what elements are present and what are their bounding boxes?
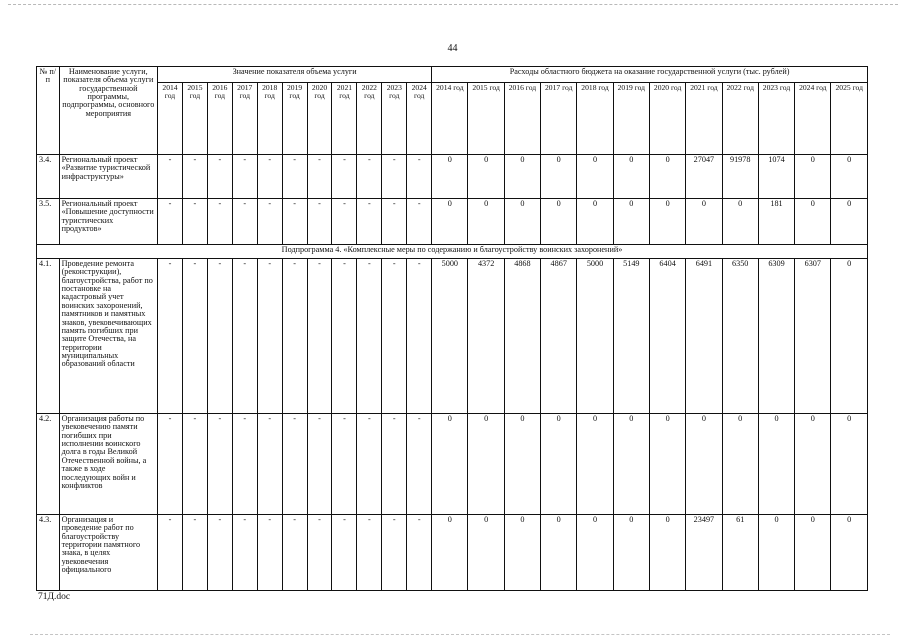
expense-value-cell: 0 xyxy=(795,414,831,515)
volume-value-cell: - xyxy=(307,414,332,515)
volume-value-cell: - xyxy=(382,155,407,199)
expense-value-cell: 0 xyxy=(577,515,613,591)
expense-value-cell: 0 xyxy=(468,199,504,245)
header-expense-year: 2016 год xyxy=(504,83,540,155)
expense-value-cell: 0 xyxy=(795,515,831,591)
expense-value-cell: 0 xyxy=(577,199,613,245)
header-row-years xyxy=(37,83,868,155)
expense-value-cell: 0 xyxy=(504,414,540,515)
expense-value-cell: 0 xyxy=(613,414,649,515)
volume-value-cell: - xyxy=(407,414,432,515)
table-row xyxy=(37,259,868,414)
header-volume-group: Значение показателя объема услуги xyxy=(158,67,432,83)
table-row xyxy=(37,414,868,515)
volume-value-cell: - xyxy=(158,259,183,414)
scan-edge-top xyxy=(8,4,898,5)
header-expense-year: 2018 год xyxy=(577,83,613,155)
volume-value-cell: - xyxy=(182,155,207,199)
expense-value-cell: 0 xyxy=(468,414,504,515)
header-volume-year: 2021 год xyxy=(332,83,357,155)
header-volume-year: 2018 год xyxy=(257,83,282,155)
expense-value-cell: 6491 xyxy=(686,259,722,414)
expense-value-cell: 0 xyxy=(649,199,685,245)
volume-value-cell: - xyxy=(182,199,207,245)
row-name: Региональный проект «Развитие туристической инфраструктуры» xyxy=(59,155,157,199)
volume-value-cell: - xyxy=(257,515,282,591)
volume-value-cell: - xyxy=(282,199,307,245)
expense-value-cell: 0 xyxy=(504,515,540,591)
expense-value-cell: 0 xyxy=(795,155,831,199)
expense-value-cell: 0 xyxy=(831,199,868,245)
expense-value-cell: 0 xyxy=(504,199,540,245)
expense-value-cell: 0 xyxy=(649,155,685,199)
row-number: 3.5. xyxy=(37,199,60,245)
row-number: 4.2. xyxy=(37,414,60,515)
header-volume-year: 2014 год xyxy=(158,83,183,155)
volume-value-cell: - xyxy=(207,259,232,414)
footer-filename: 71Д.doc xyxy=(38,592,71,602)
header-expense-year: 2015 год xyxy=(468,83,504,155)
header-expense-year: 2017 год xyxy=(541,83,577,155)
volume-value-cell: - xyxy=(407,259,432,414)
volume-value-cell: - xyxy=(382,515,407,591)
header-expense-group: Расходы областного бюджета на оказание государственной услуги (тыс. рублей) xyxy=(432,67,868,83)
expense-value-cell: 0 xyxy=(577,155,613,199)
volume-value-cell: - xyxy=(232,155,257,199)
expense-value-cell: 61 xyxy=(722,515,758,591)
expense-value-cell: 0 xyxy=(432,199,468,245)
expense-value-cell: 23497 xyxy=(686,515,722,591)
volume-value-cell: - xyxy=(382,414,407,515)
header-volume-year: 2017 год xyxy=(232,83,257,155)
services-table xyxy=(36,66,868,591)
volume-value-cell: - xyxy=(282,414,307,515)
row-name: Организация и проведение работ по благоустройству территории памятного знака, в целях увековечения официального xyxy=(59,515,157,591)
expense-value-cell: 0 xyxy=(831,414,868,515)
expense-value-cell: 0 xyxy=(649,515,685,591)
header-expense-year: 2024 год xyxy=(795,83,831,155)
volume-value-cell: - xyxy=(357,259,382,414)
volume-value-cell: - xyxy=(207,515,232,591)
volume-value-cell: - xyxy=(207,199,232,245)
volume-value-cell: - xyxy=(232,199,257,245)
volume-value-cell: - xyxy=(182,259,207,414)
volume-value-cell: - xyxy=(332,515,357,591)
volume-value-cell: - xyxy=(357,515,382,591)
expense-value-cell: 0 xyxy=(831,155,868,199)
volume-value-cell: - xyxy=(207,414,232,515)
expense-value-cell: 0 xyxy=(432,515,468,591)
volume-value-cell: - xyxy=(407,199,432,245)
expense-value-cell: 0 xyxy=(722,414,758,515)
header-volume-year: 2016 год xyxy=(207,83,232,155)
volume-value-cell: - xyxy=(182,414,207,515)
header-volume-year: 2020 год xyxy=(307,83,332,155)
expense-value-cell: 181 xyxy=(758,199,794,245)
expense-value-cell: 0 xyxy=(468,515,504,591)
volume-value-cell: - xyxy=(407,155,432,199)
volume-value-cell: - xyxy=(307,515,332,591)
expense-value-cell: 4868 xyxy=(504,259,540,414)
header-expense-year: 2014 год xyxy=(432,83,468,155)
table-row xyxy=(37,155,868,199)
volume-value-cell: - xyxy=(158,199,183,245)
volume-value-cell: - xyxy=(332,199,357,245)
expense-value-cell: 4372 xyxy=(468,259,504,414)
volume-value-cell: - xyxy=(307,199,332,245)
volume-value-cell: - xyxy=(357,155,382,199)
volume-value-cell: - xyxy=(182,515,207,591)
expense-value-cell: 5000 xyxy=(432,259,468,414)
volume-value-cell: - xyxy=(332,259,357,414)
expense-value-cell: 0 xyxy=(686,199,722,245)
header-row-groups xyxy=(37,67,868,83)
expense-value-cell: 0 xyxy=(831,259,868,414)
expense-value-cell: 5149 xyxy=(613,259,649,414)
expense-value-cell: 0 xyxy=(722,199,758,245)
row-number: 4.3. xyxy=(37,515,60,591)
expense-value-cell: 6404 xyxy=(649,259,685,414)
header-number: № п/п xyxy=(37,67,60,155)
expense-value-cell: 5000 xyxy=(577,259,613,414)
expense-value-cell: 0 xyxy=(432,414,468,515)
subprogram-header-row xyxy=(37,245,868,259)
subprogram-title: Подпрограмма 4. «Комплексные меры по содержанию и благоустройству воинских захоронений» xyxy=(37,245,868,259)
expense-value-cell: 27047 xyxy=(686,155,722,199)
expense-value-cell: 0 xyxy=(541,515,577,591)
header-volume-year: 2019 год xyxy=(282,83,307,155)
scan-edge-bottom xyxy=(30,634,890,635)
expense-value-cell: 0 xyxy=(613,199,649,245)
expense-value-cell: 4867 xyxy=(541,259,577,414)
expense-value-cell: 0 xyxy=(577,414,613,515)
expense-value-cell: 0 xyxy=(541,155,577,199)
row-name: Проведение ремонта (реконструкции), благоустройства, работ по постановке на кадастровый учет воинских захоронений, памятников и памятных знаков, увековечивающих память погибших при защите Отечества, на территории муниципальных образований области xyxy=(59,259,157,414)
expense-value-cell: 6309 xyxy=(758,259,794,414)
expense-value-cell: 6307 xyxy=(795,259,831,414)
volume-value-cell: - xyxy=(282,155,307,199)
row-name: Организация работы по увековечению памяти погибших при исполнении воинского долга в годы Великой Отечественной войны, а также в ходе последующих войн и конфликтов xyxy=(59,414,157,515)
volume-value-cell: - xyxy=(158,414,183,515)
volume-value-cell: - xyxy=(232,414,257,515)
expense-value-cell: 0 xyxy=(831,515,868,591)
row-number: 3.4. xyxy=(37,155,60,199)
volume-value-cell: - xyxy=(282,259,307,414)
volume-value-cell: - xyxy=(357,199,382,245)
header-expense-year: 2019 год xyxy=(613,83,649,155)
expense-value-cell: 0 xyxy=(758,515,794,591)
expense-value-cell: 0 xyxy=(541,199,577,245)
expense-value-cell: 0 xyxy=(613,155,649,199)
page-number: 44 xyxy=(447,43,458,54)
expense-value-cell: 0 xyxy=(795,199,831,245)
volume-value-cell: - xyxy=(257,199,282,245)
volume-value-cell: - xyxy=(332,155,357,199)
expense-value-cell: 0 xyxy=(468,155,504,199)
volume-value-cell: - xyxy=(332,414,357,515)
expense-value-cell: 6350 xyxy=(722,259,758,414)
volume-value-cell: - xyxy=(307,155,332,199)
expense-value-cell: 0 xyxy=(504,155,540,199)
table-row xyxy=(37,199,868,245)
header-name: Наименование услуги, показателя объема услуги государственной программы, подпрограммы, основного мероприятия xyxy=(59,67,157,155)
volume-value-cell: - xyxy=(307,259,332,414)
header-expense-year: 2025 год xyxy=(831,83,868,155)
header-volume-year: 2015 год xyxy=(182,83,207,155)
volume-value-cell: - xyxy=(158,515,183,591)
volume-value-cell: - xyxy=(407,515,432,591)
volume-value-cell: - xyxy=(382,199,407,245)
volume-value-cell: - xyxy=(158,155,183,199)
volume-value-cell: - xyxy=(382,259,407,414)
volume-value-cell: - xyxy=(257,414,282,515)
header-volume-year: 2024 год xyxy=(407,83,432,155)
volume-value-cell: - xyxy=(232,515,257,591)
expense-value-cell: 0 xyxy=(758,414,794,515)
header-volume-year: 2023 год xyxy=(382,83,407,155)
volume-value-cell: - xyxy=(257,155,282,199)
expense-value-cell: 0 xyxy=(686,414,722,515)
row-name: Региональный проект «Повышение доступности туристических продуктов» xyxy=(59,199,157,245)
volume-value-cell: - xyxy=(357,414,382,515)
expense-value-cell: 0 xyxy=(613,515,649,591)
header-volume-year: 2022 год xyxy=(357,83,382,155)
volume-value-cell: - xyxy=(282,515,307,591)
volume-value-cell: - xyxy=(207,155,232,199)
row-number: 4.1. xyxy=(37,259,60,414)
volume-value-cell: - xyxy=(232,259,257,414)
header-expense-year: 2022 год xyxy=(722,83,758,155)
volume-value-cell: - xyxy=(257,259,282,414)
expense-value-cell: 1074 xyxy=(758,155,794,199)
table-row xyxy=(37,515,868,591)
header-expense-year: 2021 год xyxy=(686,83,722,155)
header-expense-year: 2020 год xyxy=(649,83,685,155)
expense-value-cell: 0 xyxy=(432,155,468,199)
expense-value-cell: 91978 xyxy=(722,155,758,199)
expense-value-cell: 0 xyxy=(649,414,685,515)
header-expense-year: 2023 год xyxy=(758,83,794,155)
expense-value-cell: 0 xyxy=(541,414,577,515)
